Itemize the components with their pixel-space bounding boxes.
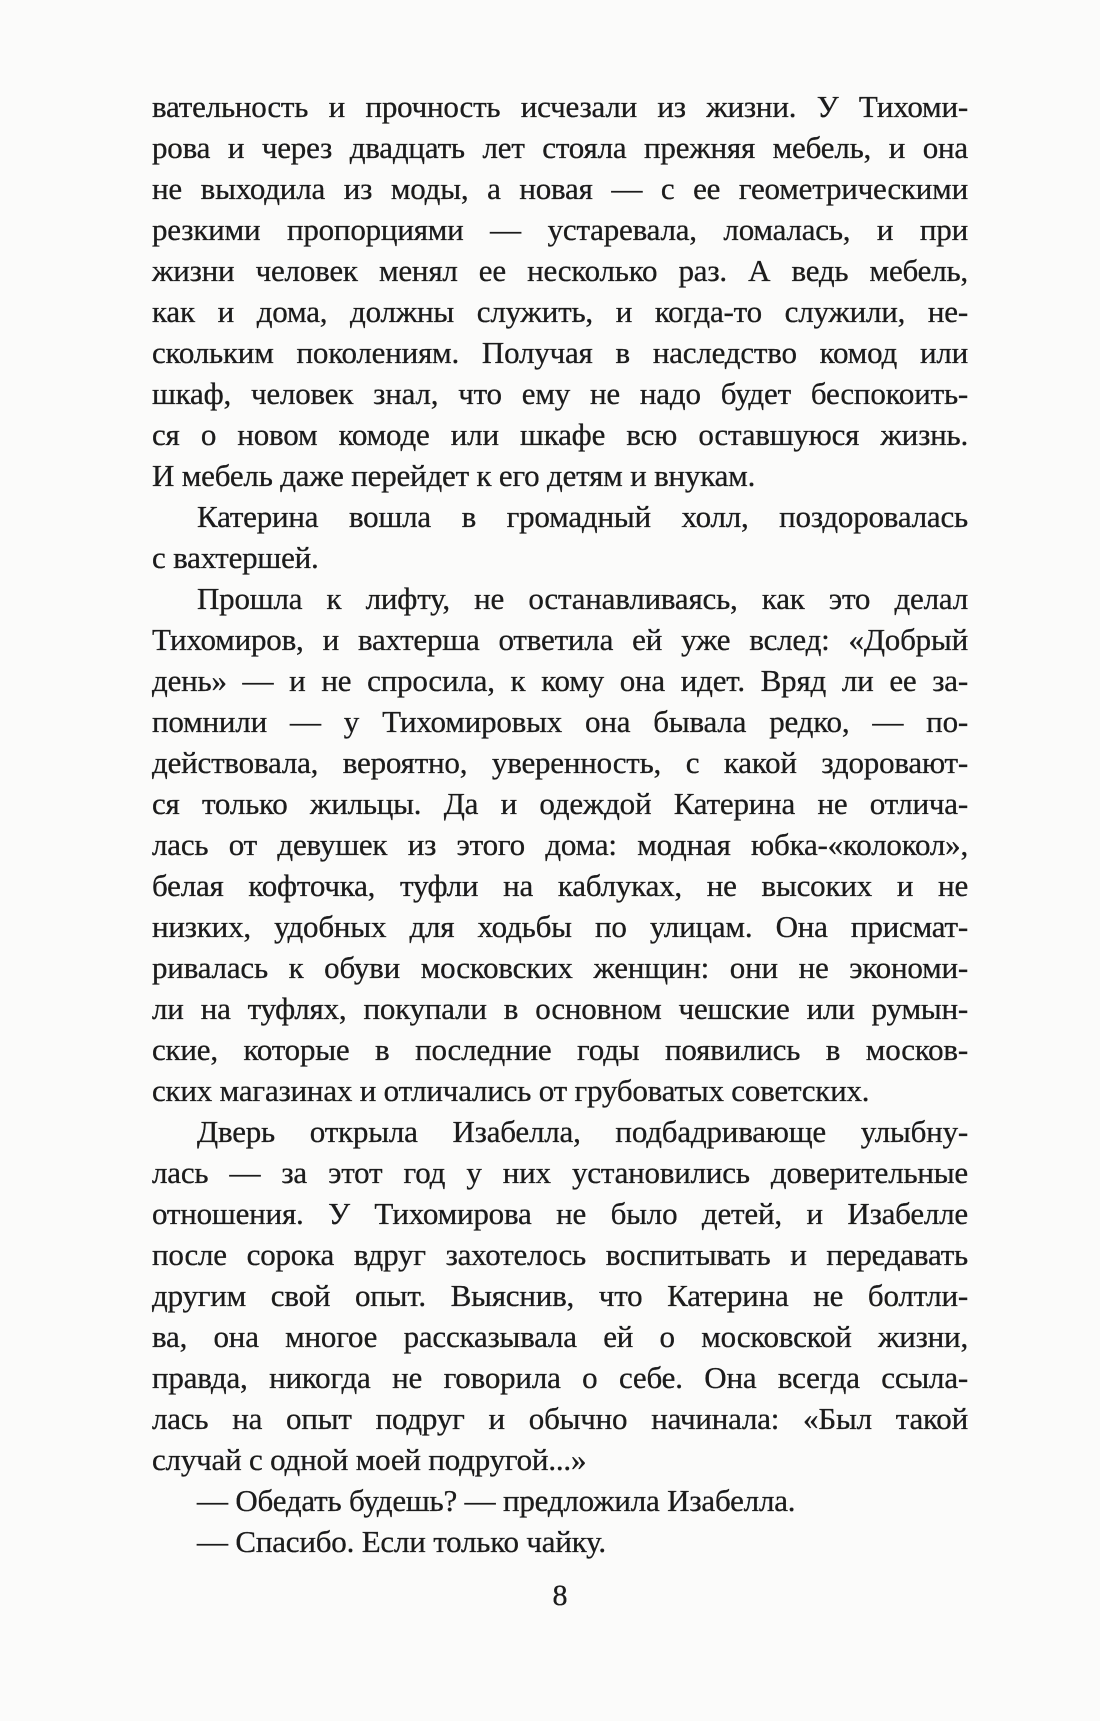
text-line: лась — за этот год у них установились доверительные: [152, 1155, 968, 1190]
text-line: Катерина вошла в громадный холл, поздоровалась: [197, 499, 968, 534]
text-line: лась от девушек из этого дома: модная юбка-«колокол»,: [152, 827, 968, 862]
page-text: [152, 86, 968, 1562]
text-line: действовала, вероятно, уверенность, с какой здоровают-: [152, 745, 968, 780]
text-line: вательность и прочность исчезали из жизни. У Тихоми-: [152, 89, 968, 124]
text-line: ся о новом комоде или шкафе всю оставшуюся жизнь.: [152, 417, 968, 452]
text-line: помнили — у Тихомировых она бывала редко, — по-: [152, 704, 968, 739]
text-line: ся только жильцы. Да и одеждой Катерина не отлича-: [152, 786, 968, 821]
text-line: не выходила из моды, а новая — с ее геометрическими: [152, 171, 968, 206]
text-line: шкаф, человек знал, что ему не надо будет беспокоить-: [152, 376, 968, 411]
text-line: — Обедать будешь? — предложила Изабелла.: [197, 1483, 796, 1518]
text-line: как и дома, должны служить, и когда-то служили, не-: [152, 294, 968, 329]
text-line: белая кофточка, туфли на каблуках, не высоких и не: [152, 868, 968, 903]
text-line: ривалась к обуви московских женщин: они не экономи-: [152, 950, 968, 985]
text-line: низких, удобных для ходьбы по улицам. Она присмат-: [152, 909, 968, 944]
text-line: отношения. У Тихомирова не было детей, и Изабелле: [152, 1196, 968, 1231]
text-line: другим свой опыт. Выяснив, что Катерина не болтли-: [152, 1278, 968, 1313]
text-line: ли на туфлях, покупали в основном чешские или румын-: [152, 991, 968, 1026]
text-line: жизни человек менял ее несколько раз. А ведь мебель,: [152, 253, 968, 288]
text-line: случай с одной моей подругой...»: [152, 1442, 587, 1477]
text-line: — Спасибо. Если только чайку.: [197, 1524, 606, 1559]
page-number: 8: [552, 1579, 568, 1612]
text-line: ских магазинах и отличались от грубоватых советских.: [152, 1073, 870, 1108]
text-line: резкими пропорциями — устаревала, ломалась, и при: [152, 212, 968, 247]
text-line: И мебель даже перейдет к его детям и внукам.: [152, 458, 756, 493]
text-line: лась на опыт подруг и обычно начинала: «Был такой: [152, 1401, 968, 1436]
text-line: Тихомиров, и вахтерша ответила ей уже вслед: «Добрый: [152, 622, 968, 657]
text-line: скольким поколениям. Получая в наследство комод или: [152, 335, 968, 370]
text-line: ские, которые в последние годы появились в москов-: [152, 1032, 968, 1067]
text-line: Прошла к лифту, не останавливаясь, как это делал: [197, 581, 968, 616]
text-line: после сорока вдруг захотелось воспитывать и передавать: [152, 1237, 968, 1272]
text-line: правда, никогда не говорила о себе. Она всегда ссыла-: [152, 1360, 968, 1395]
text-line: Дверь открыла Изабелла, подбадривающе улыбну-: [197, 1114, 968, 1149]
text-line: день» — и не спросила, к кому она идет. Вряд ли ее за-: [152, 663, 968, 698]
text-line: ва, она многое рассказывала ей о московской жизни,: [152, 1319, 968, 1354]
text-line: рова и через двадцать лет стояла прежняя мебель, и она: [152, 130, 968, 165]
text-line: с вахтершей.: [152, 540, 319, 575]
